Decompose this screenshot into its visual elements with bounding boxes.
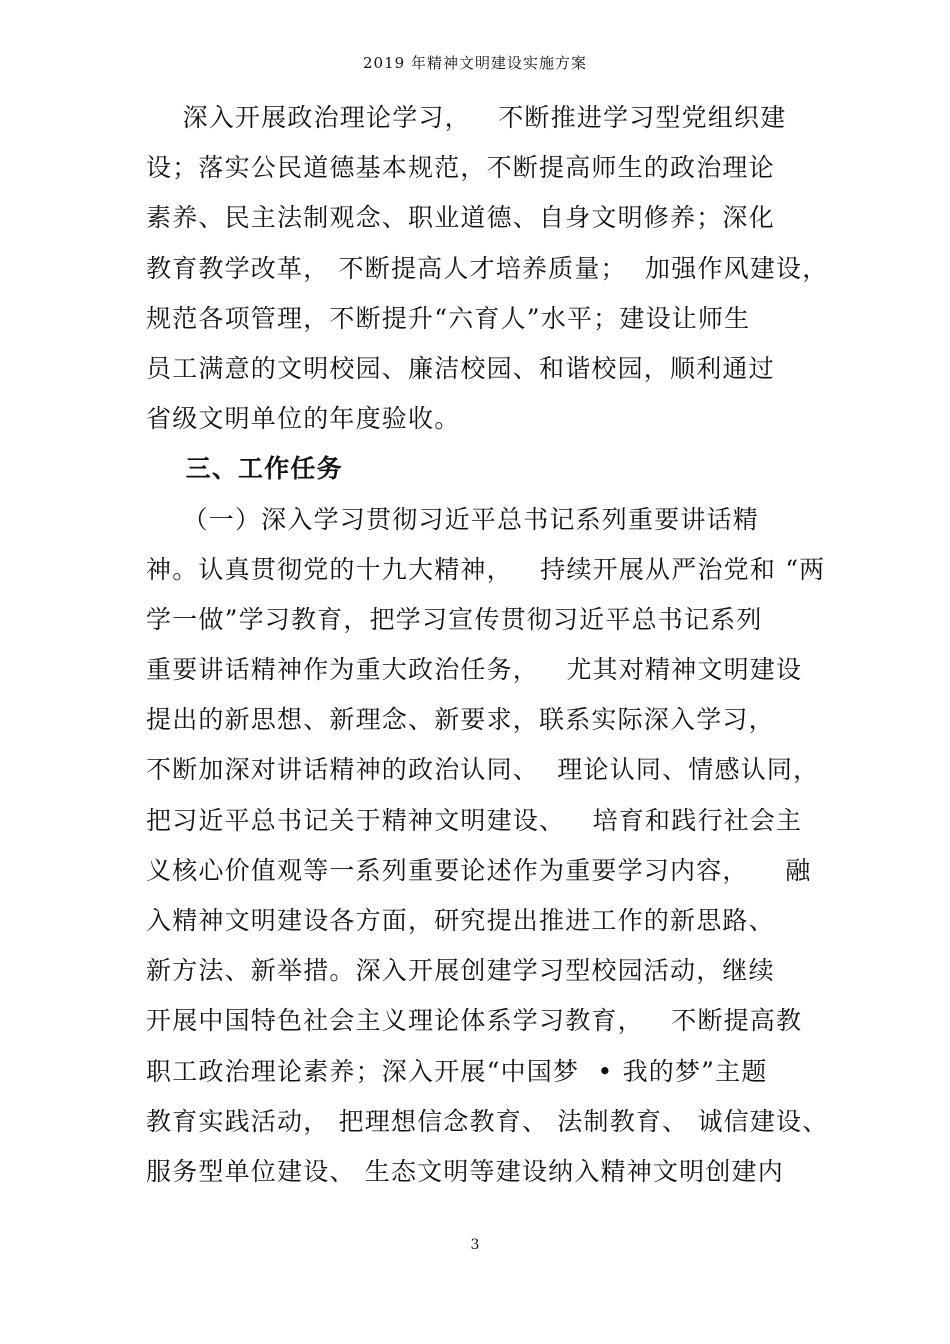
body-line: 提出的新思想、新理念、新要求，联系实际深入学习， xyxy=(146,705,775,735)
body-line: 省级文明单位的年度验收。 xyxy=(146,404,461,434)
body-line: （一）深入学习贯彻习近平总书记系列重要讲话精 xyxy=(146,504,759,534)
body-line: 义核心价值观等一系列重要论述作为重要学习内容， 融 xyxy=(146,855,812,885)
body-line: 神。认真贯彻党的十九大精神， 持续开展从严治党和 “两 xyxy=(146,554,826,584)
body-line: 员工满意的文明校园、廉洁校园、和谐校园，顺利通过 xyxy=(146,353,775,383)
body-line: 入精神文明建设各方面，研究提出推进工作的新思路、 xyxy=(146,906,775,935)
body-line: 设；落实公民道德基本规范，不断提高师生的政治理论 xyxy=(146,153,775,183)
body-line: 把习近平总书记关于精神文明建设、 培育和践行社会主 xyxy=(146,805,803,835)
body-line: 新方法、新举措。深入开展创建学习型校园活动，继续 xyxy=(146,956,775,986)
body-line: 开展中国特色社会主义理论体系学习教育， 不断提高教 xyxy=(146,1006,803,1036)
page-number: 3 xyxy=(470,1237,480,1253)
body-line: 素养、民主法制观念、职业道德、自身文明修养；深化 xyxy=(146,203,775,233)
body-line: 职工政治理论素养；深入开展“中国梦 • 我的梦”主题 xyxy=(146,1056,768,1086)
page-header: 2019 年精神文明建设实施方案 xyxy=(363,54,587,72)
document-body xyxy=(146,98,829,1202)
body-line: 学一做”学习教育，把学习宣传贯彻习近平总书记系列 xyxy=(146,604,763,634)
section-heading: 三、工作任务 xyxy=(146,454,343,484)
body-line: 重要讲话精神作为重大政治任务， 尤其对精神文明建设 xyxy=(146,655,803,685)
body-line: 教育实践活动， 把理想信念教育、 法制教育、 诚信建设、 xyxy=(146,1106,829,1136)
body-line: 规范各项管理，不断提升“六育人”水平；建设让师生 xyxy=(146,303,751,333)
body-line: 教育教学改革， 不断提高人才培养质量； 加强作风建设， xyxy=(146,253,829,283)
body-line: 不断加深对讲话精神的政治认同、 理论认同、情感认同， xyxy=(146,755,820,785)
body-line: 深入开展政治理论学习， 不断推进学习型党组织建 xyxy=(146,103,787,132)
body-line: 服务型单位建设、 生态文明等建设纳入精神文明创建内 xyxy=(146,1156,784,1186)
